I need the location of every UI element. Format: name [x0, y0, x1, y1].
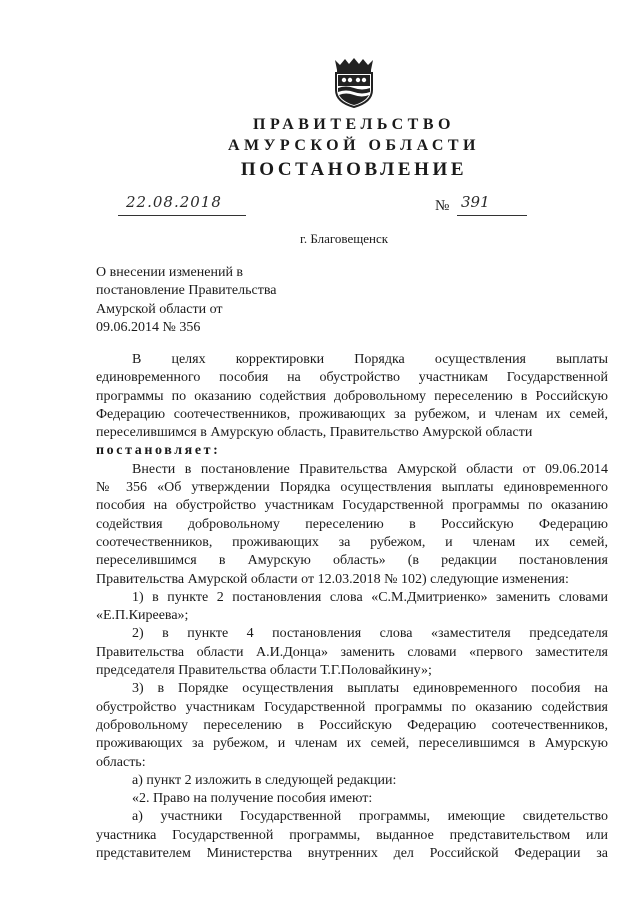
- subject-line: постановление Правительства: [96, 283, 277, 299]
- body-line: пособия на обустройство участникам Государственной программы по оказанию: [96, 498, 608, 514]
- date-field: [118, 193, 246, 216]
- handwritten-number: 391: [461, 193, 490, 211]
- body-line: единовременного пособия на обустройство участникам Государственной: [96, 370, 608, 386]
- body-line: Внести в постановление Правительства Амурской области от 09.06.2014: [132, 461, 608, 477]
- region-title: АМУРСКОЙ ОБЛАСТИ: [228, 137, 480, 154]
- body-line: соотечественников, проживающих за рубежом, и членам их семей,: [96, 534, 608, 550]
- body-line: Федерацию соотечественников, проживающих за рубежом, и членам их семей,: [96, 406, 608, 422]
- body-line: переселившимся в Амурскую область, Правительство Амурской области: [96, 425, 533, 441]
- body-line: содействия добровольному переселению в Российскую Федерацию: [96, 516, 608, 532]
- body-line: Правительства Амурской области от 12.03.2018 № 102) следующие изменения:: [96, 571, 569, 587]
- body-line: № 356 «Об утверждении Порядка осуществления выплаты единовременного: [96, 480, 608, 496]
- body-line: переселившимся в Амурскую область» (в редакции постановления: [96, 553, 608, 569]
- body-line: В целях корректировки Порядка осуществления выплаты: [132, 352, 608, 367]
- government-title: ПРАВИТЕЛЬСТВО: [253, 116, 455, 133]
- body-line: обустройство участникам Государственной программы по оказанию содействия: [96, 699, 608, 715]
- handwritten-date: 22.08.2018: [126, 193, 222, 211]
- body-line: председателя Правительства области Т.Г.Половайкину»;: [96, 663, 432, 679]
- body-line: программы по оказанию содействия добровольному переселению в Российскую: [96, 388, 608, 404]
- body-line: «Е.П.Киреева»;: [96, 608, 189, 624]
- subject-line: О внесении изменений в: [96, 265, 244, 280]
- body-line: область:: [96, 754, 146, 770]
- sub-item-a: а) пункт 2 изложить в следующей редакции:: [132, 772, 397, 788]
- subject-line: 09.06.2014 № 356: [96, 319, 201, 335]
- body-line: участника Государственной программы, выданное представительством или: [96, 827, 608, 843]
- number-field: [457, 193, 527, 216]
- amur-region-coat-of-arms-icon: [329, 56, 379, 108]
- body-line: представителем Министерства внутренних дел Российской Федерации за: [96, 846, 608, 862]
- number-label: №: [435, 198, 450, 214]
- resolution-keyword: постановляет:: [96, 443, 221, 459]
- body-line: Правительства области А.И.Донца» заменить словами «первого заместителя: [96, 644, 608, 660]
- city-name: г. Благовещенск: [300, 231, 389, 246]
- amendment-item-1: 1) в пункте 2 постановления слова «С.М.Дмитриенко» заменить словами: [132, 589, 608, 605]
- body-line: «2. Право на получение пособия имеют:: [132, 791, 373, 807]
- document-type-title: ПОСТАНОВЛЕНИЕ: [240, 159, 468, 180]
- amendment-item-2: 2) в пункте 4 постановления слова «заместителя председателя: [132, 626, 608, 642]
- body-line: а) участники Государственной программы, имеющие свидетельство: [132, 809, 608, 825]
- document-body: [96, 351, 608, 863]
- subject-line: Амурской области от: [96, 301, 223, 317]
- body-line: добровольному переселению в Российскую Федерацию соотечественников,: [96, 717, 608, 733]
- amendment-item-3: 3) в Порядке осуществления выплаты единовременного пособия на: [132, 681, 608, 697]
- document-subject: [96, 264, 336, 337]
- body-line: проживающих за рубежом, и членам их семей, переселившимся в Амурскую: [96, 736, 608, 752]
